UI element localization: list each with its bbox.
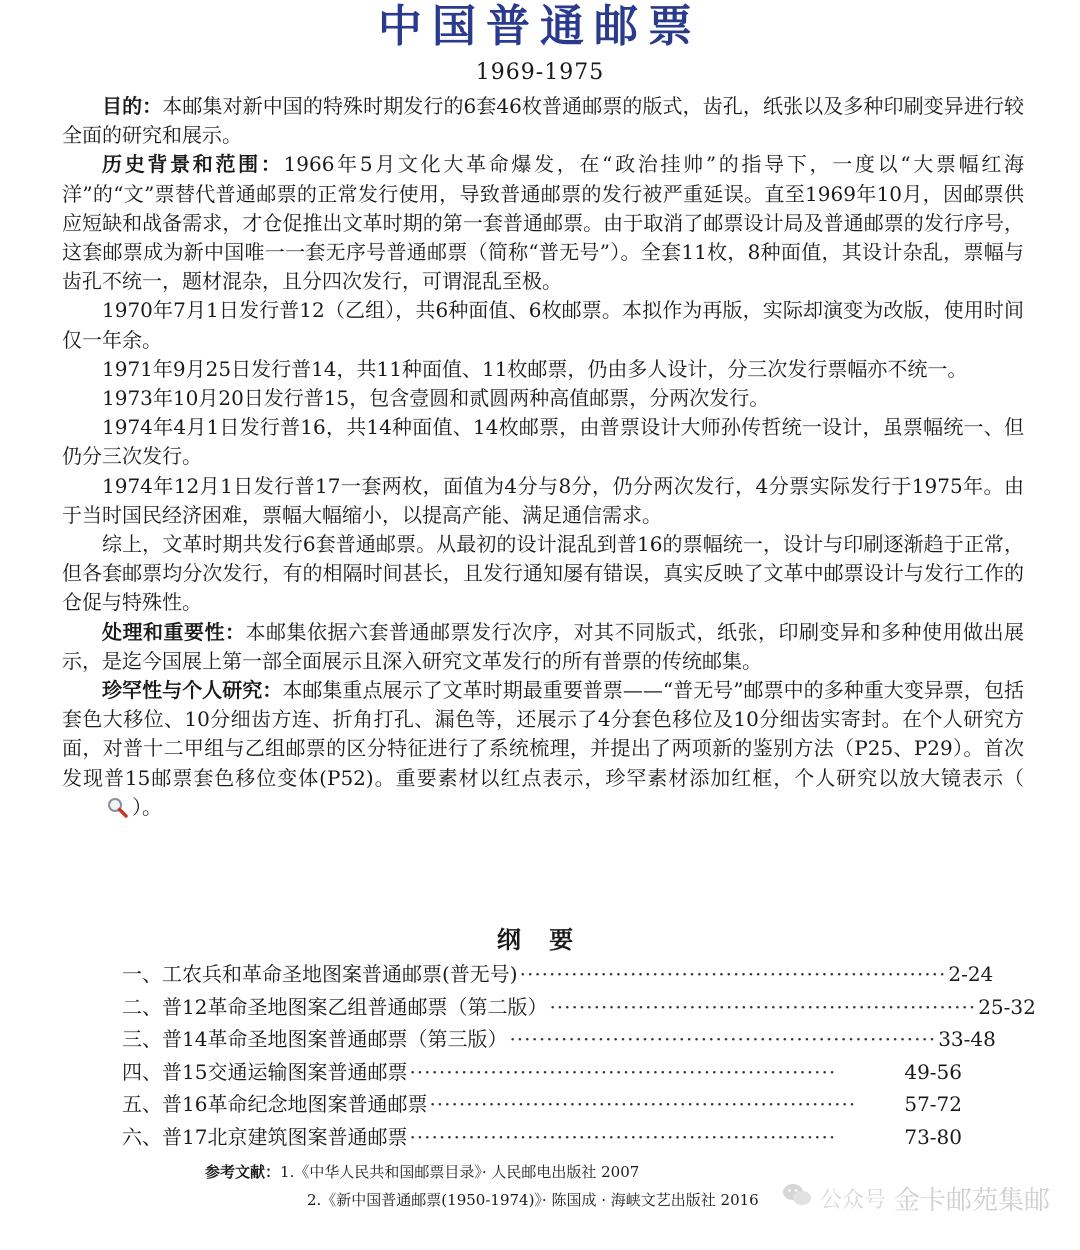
outline-item [122,991,1036,1024]
outline-item-label: 一、工农兵和革命圣地图案普通邮票(普无号) [122,962,518,986]
summary-paragraph: 综上，文革时期共发行6套普通邮票。从最初的设计混乱到普16的票幅统一，设计与印刷逐渐趋于正常，但各套邮票均分次发行，有的相隔时间甚长，且发行通知屡有错误，真实反映了文革中邮票设计与发行工作的仓促与特殊性。 [62,532,1024,615]
outline-item-pages: 73-80 [904,1124,962,1149]
outline-item [122,958,994,991]
references-label: 参考文献： [205,1163,281,1181]
body-text [62,92,1024,826]
history-label: 历史背景和范围： [102,152,284,177]
outline-item-pages: 33-48 [938,1027,996,1052]
outline-item [122,1056,962,1089]
purpose-text: 本邮集对新中国的特殊时期发行的6套46枚普通邮票的版式，齿孔，纸张以及多种印刷变异进行较全面的研究和展示。 [62,94,1024,148]
outline-item-pages: 2-24 [948,962,994,986]
page-title: 中国普通邮票 [378,1,702,52]
watermark-prefix: 公众号 [819,1188,886,1213]
rarity-paragraph [62,676,1024,826]
reference-2: 2.《新中国普通邮票(1950-1974)》· 陈国成 · 海峡文艺出版社 2016 [307,1191,759,1209]
history-paragraph [62,150,1024,296]
paragraph-1973: 1973年10月20日发行普15，包含壹圆和贰圆两种高值邮票，分两次发行。 [102,386,770,411]
outline-item-label: 五、普16革命纪念地图案普通邮票 [122,1092,428,1117]
outline-item-label: 三、普14革命圣地图案普通邮票（第三版） [122,1027,508,1052]
treatment-paragraph [62,618,1024,676]
references [205,1158,759,1214]
leader-dots: ·························································· [409,1124,837,1149]
leader-dots: ·························································· [509,1027,937,1052]
treatment-text: 本邮集依据六套普通邮票发行次序，对其不同版式，纸张，印刷变异和多种使用做出展示，是迄今国展上第一部全面展示且深入研究文革发行的所有普票的传统邮集。 [62,619,1024,673]
watermark [782,1180,1050,1217]
outline-item-pages: 57-72 [904,1092,962,1117]
leader-dots: ·························································· [429,1092,857,1117]
outline-item-pages: 25-32 [978,994,1036,1019]
wechat-icon [782,1182,812,1215]
leader-dots: ·························································· [409,1059,837,1084]
purpose-paragraph [62,92,1024,150]
outline-item-label: 六、普17北京建筑图案普通邮票 [122,1124,408,1149]
outline-item-label: 二、普12革命圣地图案乙组普通邮票（第二版） [122,994,548,1019]
rarity-text: 本邮集重点展示了文革时期最重要普票——“普无号”邮票中的多种重大变异票，包括套色大移位、10分细齿方连、折角打孔、漏色等，还展示了4分套色移位及10分细齿实寄封。在个人研究方面，对普十二甲组与乙组邮票的区分特征进行了系统梳理，并提出了两项新的鉴别方法（P25、P29）。首次发现普15邮票套色移位变体(P52)。重要素材以红点表示，珍罕素材添加红框，个人研究以放大镜表示（ [62,678,1025,790]
magnifier-icon [66,796,128,826]
reference-1: 1.《中华人民共和国邮票目录》· 人民邮电出版社 2007 [280,1163,640,1181]
rarity-label: 珍罕性与个人研究： [102,678,283,703]
years-subtitle: 1969-1975 [475,60,605,85]
outline-title: 纲 要 [496,926,584,954]
watermark-name: 金卡邮苑集邮 [893,1186,1050,1216]
leader-dots: ·························································· [519,962,947,986]
history-text: 1966年5月文化大革命爆发，在“政治挂帅”的指导下，一度以“大票幅红海洋”的“文”票替代普通邮票的正常发行使用，导致普通邮票的发行被严重延误。直至1969年10月，因邮票供应短缺和战备需求，才仓促推出文革时期的第一套普通邮票。由于取消了邮票设计局及普通邮票的发行序号，这套邮票成为新中国唯一一套无序号普通邮票（简称“普无号”）。全套11枚，8种面值，其设计杂乱，票幅与齿孔不统一，题材混杂，且分四次发行，可谓混乱至极。 [62,152,1025,294]
rarity-end: ）。 [132,794,162,819]
outline-item [122,1088,962,1121]
paragraph-1974-december: 1974年12月1日发行普17一套两枚，面值为4分与8分，仍分两次发行，4分票实际发行于1975年。由于当时国民经济困难，票幅大幅缩小，以提高产能、满足通信需求。 [62,473,1024,527]
leader-dots: ·························································· [549,994,977,1019]
outline-item-label: 四、普15交通运输图案普通邮票 [122,1059,408,1084]
purpose-label: 目的： [102,94,163,118]
paragraph-1970: 1970年7月1日发行普12（乙组），共6种面值、6枚邮票。本拟作为再版，实际却演变为改版，使用时间仅一年余。 [62,298,1024,352]
outline-item [122,1023,996,1056]
paragraph-1971: 1971年9月25日发行普14，共11种面值、11枚邮票，仍由多人设计，分三次发行票幅亦不统一。 [102,356,968,381]
outline-item-pages: 49-56 [904,1059,962,1084]
paragraph-1974-april: 1974年4月1日发行普16，共14种面值、14枚邮票，由普票设计大师孙传哲统一设计，虽票幅统一、但仍分三次发行。 [62,415,1024,469]
outline-item [122,1121,962,1154]
reference-1-row [205,1158,759,1186]
treatment-label: 处理和重要性： [102,619,246,644]
outline-list [122,958,1036,1154]
